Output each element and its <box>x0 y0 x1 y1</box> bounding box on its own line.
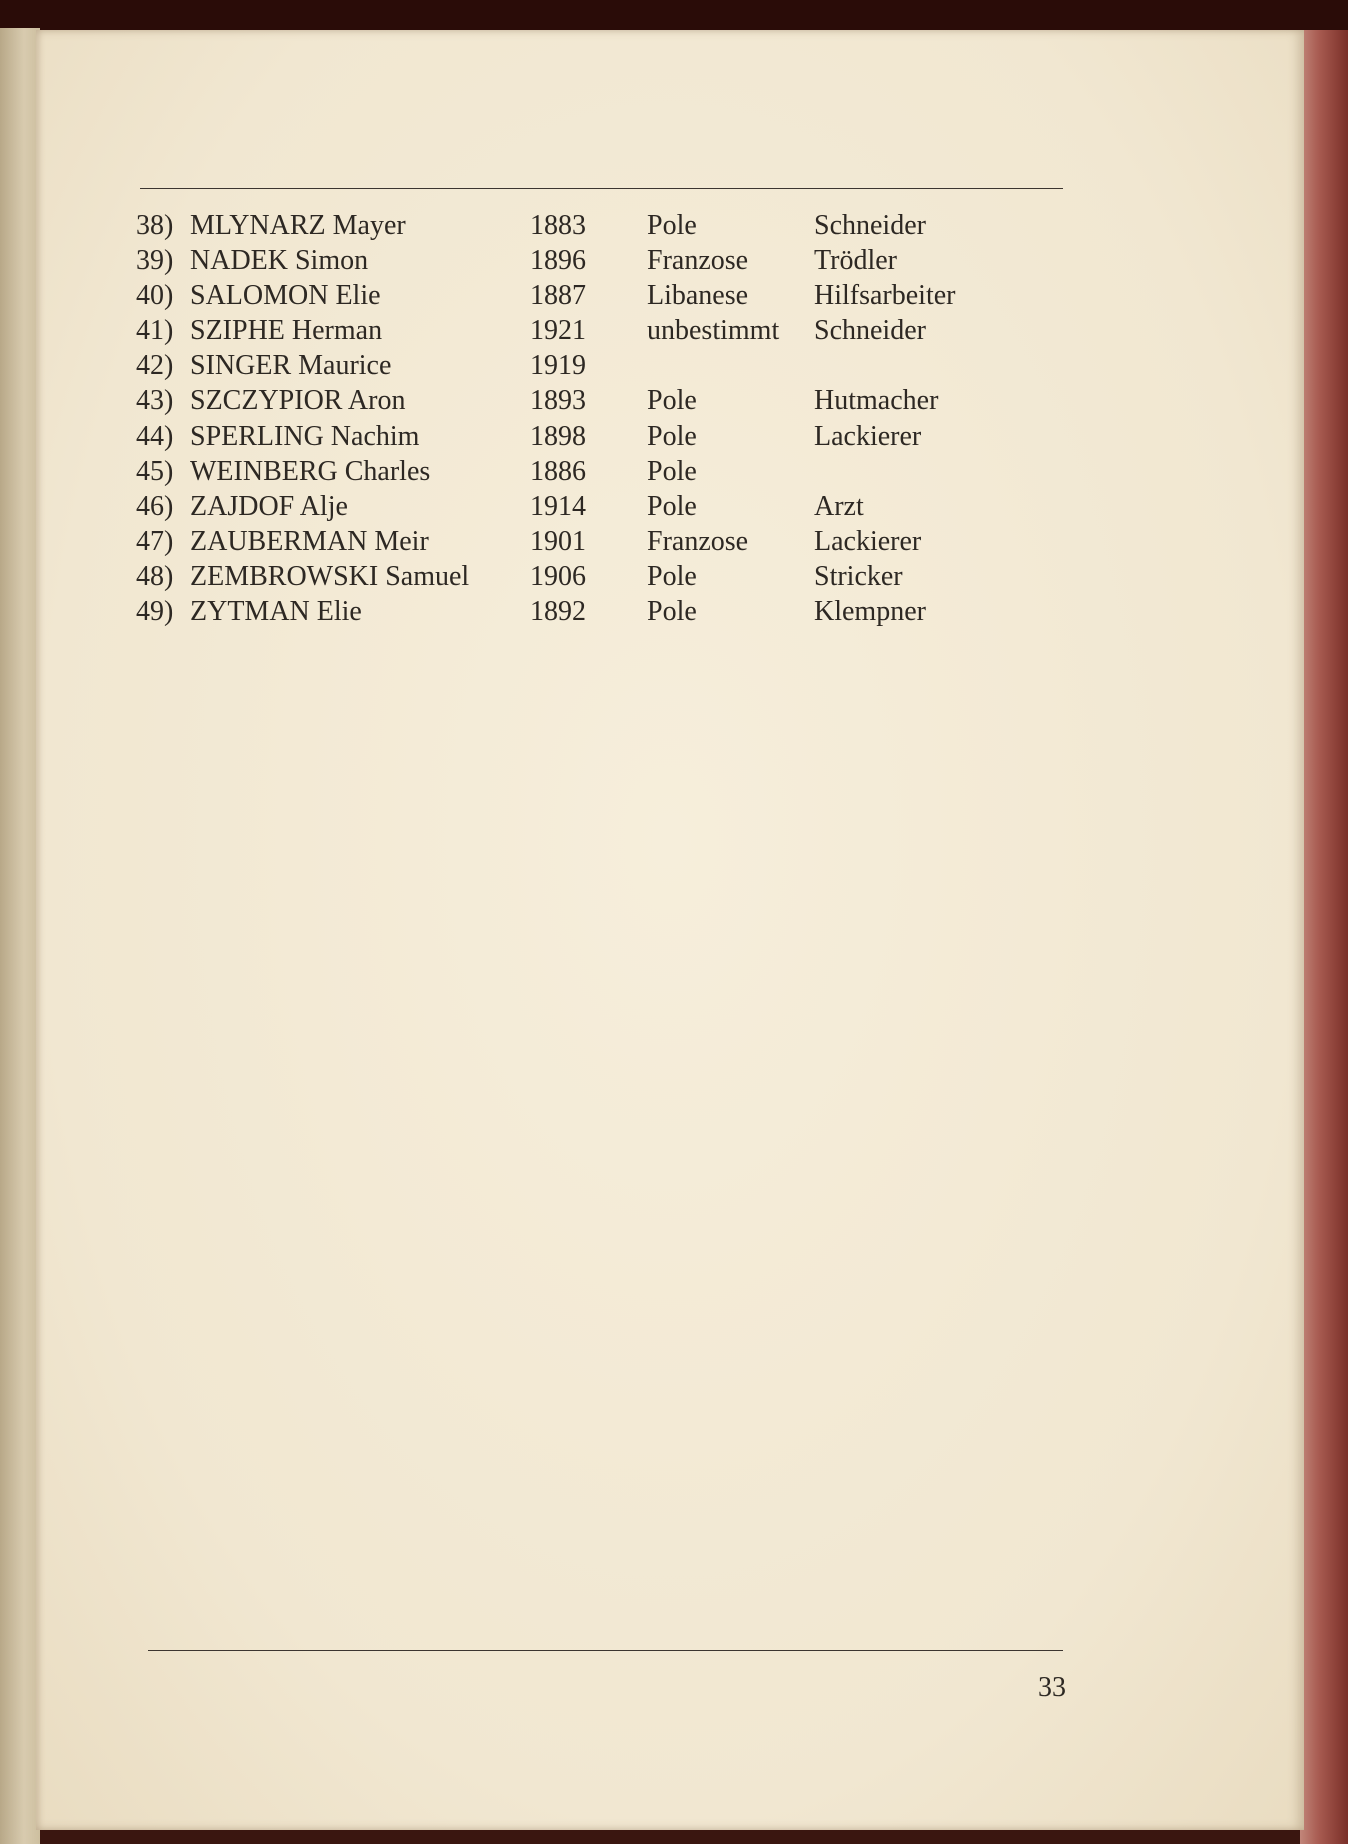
bottom-rule <box>148 1650 1063 1651</box>
row-number: 40) <box>136 280 174 312</box>
person-name: ZEMBROWSKI Samuel <box>190 560 470 592</box>
row-number: 49) <box>136 596 174 628</box>
top-rule <box>140 188 1063 189</box>
birth-year: 1887 <box>530 280 586 312</box>
birth-year: 1919 <box>530 350 586 382</box>
row-number: 39) <box>136 245 174 277</box>
background-top <box>0 0 1348 32</box>
row-number: 45) <box>136 455 174 487</box>
occupation: Hutmacher <box>814 385 939 417</box>
person-name: ZAJDOF Alje <box>190 490 348 522</box>
nationality: Libanese <box>647 280 749 312</box>
person-name: WEINBERG Charles <box>190 455 431 487</box>
birth-year: 1892 <box>530 596 586 628</box>
occupation: Hilfsarbeiter <box>814 280 956 312</box>
person-name: SINGER Maurice <box>190 350 392 382</box>
occupation: Klempner <box>814 596 926 628</box>
nationality: Franzose <box>647 245 749 277</box>
nationality: Pole <box>647 420 697 452</box>
row-number: 48) <box>136 560 174 592</box>
occupation: Lackierer <box>814 420 922 452</box>
person-name: SALOMON Elie <box>190 280 381 312</box>
row-number: 46) <box>136 490 174 522</box>
occupation: Stricker <box>814 560 903 592</box>
nationality: Pole <box>647 490 697 522</box>
nationality: unbestimmt <box>647 315 780 347</box>
birth-year: 1921 <box>530 315 586 347</box>
occupation: Trödler <box>814 245 897 277</box>
occupation: Schneider <box>814 315 926 347</box>
person-name: MLYNARZ Mayer <box>190 210 406 241</box>
nationality: Pole <box>647 560 697 592</box>
birth-year: 1886 <box>530 455 586 487</box>
birth-year: 1893 <box>530 385 586 417</box>
person-name: ZYTMAN Elie <box>190 596 362 628</box>
page-number: 33 <box>1038 1672 1066 1703</box>
nationality: Pole <box>647 596 697 628</box>
nationality: Franzose <box>647 525 749 557</box>
page-edge <box>1300 30 1348 1844</box>
person-name: SZCZYPIOR Aron <box>190 385 406 417</box>
nationality: Pole <box>647 210 697 241</box>
nationality: Pole <box>647 455 697 487</box>
birth-year: 1914 <box>530 490 586 522</box>
person-name: ZAUBERMAN Meir <box>190 525 429 557</box>
birth-year: 1898 <box>530 420 586 452</box>
birth-year: 1896 <box>530 245 586 277</box>
birth-year: 1883 <box>530 210 586 241</box>
occupation: Arzt <box>814 490 864 522</box>
book-spine <box>0 28 40 1844</box>
row-number: 43) <box>136 385 174 417</box>
nationality: Pole <box>647 385 697 417</box>
row-number: 41) <box>136 315 174 347</box>
birth-year: 1901 <box>530 525 586 557</box>
birth-year: 1906 <box>530 560 586 592</box>
row-number: 42) <box>136 350 174 382</box>
occupation: Schneider <box>814 210 926 241</box>
person-name: SZIPHE Herman <box>190 315 383 347</box>
row-number: 44) <box>136 420 174 452</box>
occupation: Lackierer <box>814 525 922 557</box>
row-number: 47) <box>136 525 174 557</box>
person-name: NADEK Simon <box>190 245 369 277</box>
person-name: SPERLING Nachim <box>190 420 420 452</box>
row-number: 38) <box>136 210 174 241</box>
